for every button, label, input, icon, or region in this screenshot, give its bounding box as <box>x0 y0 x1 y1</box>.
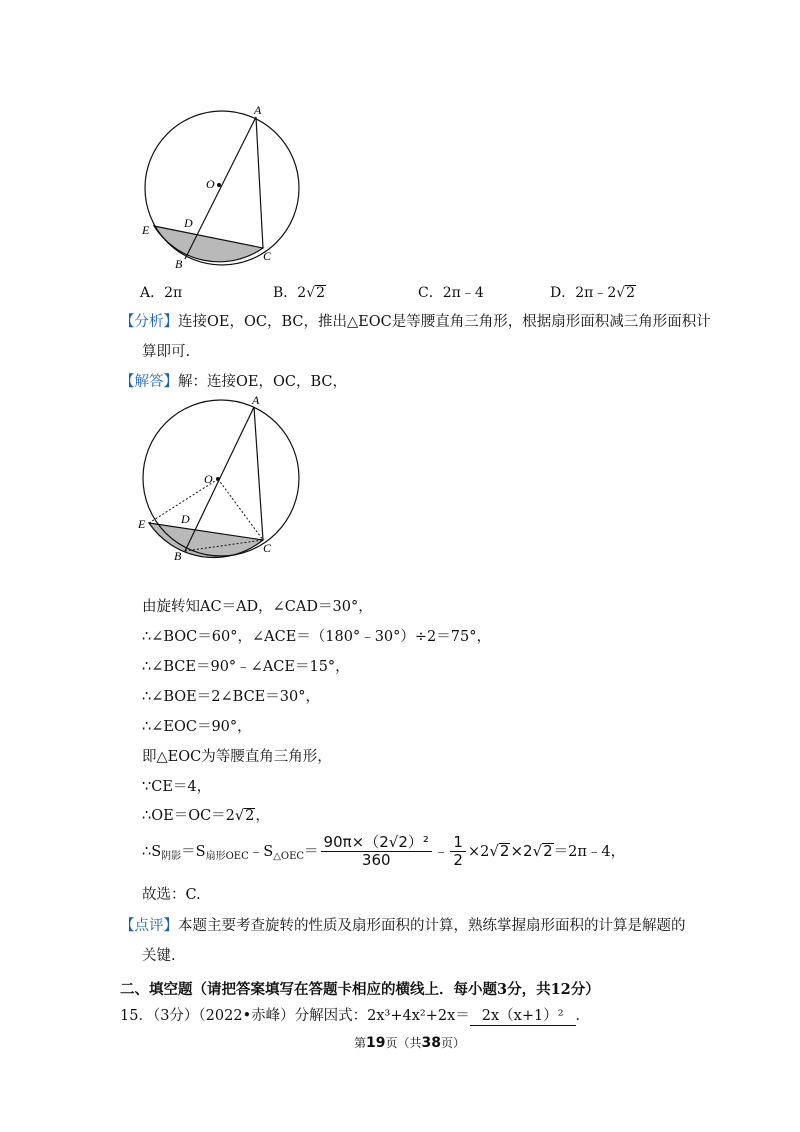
analysis-line-1: 【分析】连接OE，OC，BC，推出△EOC是等腰直角三角形，根据扇形面积减三角形面积计 <box>120 314 711 330</box>
comment-line-2: 关键. <box>142 948 176 964</box>
section-heading: 二、填空题（请把答案填写在答题卡相应的横线上．每小题3分，共12分） <box>120 981 600 998</box>
option-value: 2π <box>164 285 183 301</box>
step-1: 由旋转知AC＝AD，∠CAD＝30°， <box>142 599 373 615</box>
page-number: 19 <box>366 1035 386 1051</box>
option-letter: D． <box>550 285 576 301</box>
label-D: D <box>181 512 190 526</box>
solution-intro: 【解答】解：连接OE，OC，BC， <box>120 374 347 390</box>
label-O: O <box>206 177 215 191</box>
analysis-line-2: 算即可. <box>142 344 191 360</box>
center-point <box>217 183 221 187</box>
label-D: D <box>184 216 193 230</box>
label-C: C <box>263 541 272 555</box>
circle-figure-1 <box>130 100 320 275</box>
option-c <box>418 282 484 302</box>
segment-AC <box>254 407 263 540</box>
label-E: E <box>142 223 150 237</box>
sector-fraction: $\frac{\text{90π×（2√2）²}}{360}$ <box>321 834 432 870</box>
label-B: B <box>175 257 183 271</box>
option-value: 2 <box>297 285 307 301</box>
sqrt-sign: √2 <box>306 285 326 301</box>
label-C: C <box>263 249 272 263</box>
segment-AC <box>256 117 263 248</box>
center-point <box>216 477 220 481</box>
label-O: O <box>204 472 213 486</box>
shaded-segment <box>154 226 263 262</box>
sqrt-sign: √2 <box>489 841 510 860</box>
comment-tag: 【点评】 <box>120 918 178 934</box>
step-2: ∴∠BOC＝60°，∠ACE＝（180°﹣30°）÷2＝75°， <box>142 629 491 645</box>
sqrt-sign: √2 <box>616 285 636 301</box>
question-15: 15．（3分）（2022•赤峰）分解因式：2x³+4x²+2x＝ 2x（x+1）² ． <box>120 1008 590 1026</box>
label-B: B <box>174 549 182 563</box>
sqrt-sign: √2 <box>234 808 255 824</box>
option-d <box>550 282 636 302</box>
choice-line: 故选：C. <box>142 887 201 903</box>
half-fraction: $\frac{1}{2}$ <box>450 834 466 870</box>
label-A: A <box>254 103 262 117</box>
analysis-tag: 【分析】 <box>120 314 178 330</box>
step-4: ∴∠BOE＝2∠BCE＝30°， <box>142 689 320 705</box>
step-oe-oc: ∴OE＝OC＝2√2， <box>142 808 270 824</box>
option-a <box>140 282 182 302</box>
label-A: A <box>252 393 260 407</box>
solution-tag: 【解答】 <box>120 374 178 390</box>
sqrt-sign: √2 <box>532 841 553 860</box>
option-letter: C． <box>418 285 443 301</box>
option-value: 2π﹣2 <box>575 285 617 301</box>
option-b <box>273 282 326 302</box>
step-7: ∵CE＝4， <box>142 779 212 795</box>
label-E: E <box>138 517 146 531</box>
page-footer: 第19页（共38页） <box>354 1035 466 1051</box>
page-total: 38 <box>421 1035 441 1051</box>
area-formula: $\therefore S_{阴影}=S_{扇形OEC}﹣S_{\triangle OEC}=$ $\frac{\text{90π×（2√2）²}}{360}$ ﹣ $\frac{1}{2}$ ×2√2×2√2＝2π﹣4， <box>142 833 626 870</box>
step-6: 即△EOC为等腰直角三角形， <box>142 749 332 765</box>
step-3: ∴∠BCE＝90°﹣∠ACE＝15°， <box>142 659 350 675</box>
step-5: ∴∠EOC＝90°， <box>142 719 252 735</box>
dotted-OC <box>218 479 263 540</box>
comment-line-1: 【点评】本题主要考查旋转的性质及扇形面积的计算，熟练掌握扇形面积的计算是解题的 <box>120 918 686 934</box>
option-letter: A． <box>140 285 165 301</box>
option-letter: B． <box>273 285 298 301</box>
segment-AB <box>185 117 256 259</box>
circle-figure-2 <box>130 390 320 565</box>
answer-blank: 2x（x+1）² <box>470 1008 576 1026</box>
option-value: 2π﹣4 <box>442 285 484 301</box>
